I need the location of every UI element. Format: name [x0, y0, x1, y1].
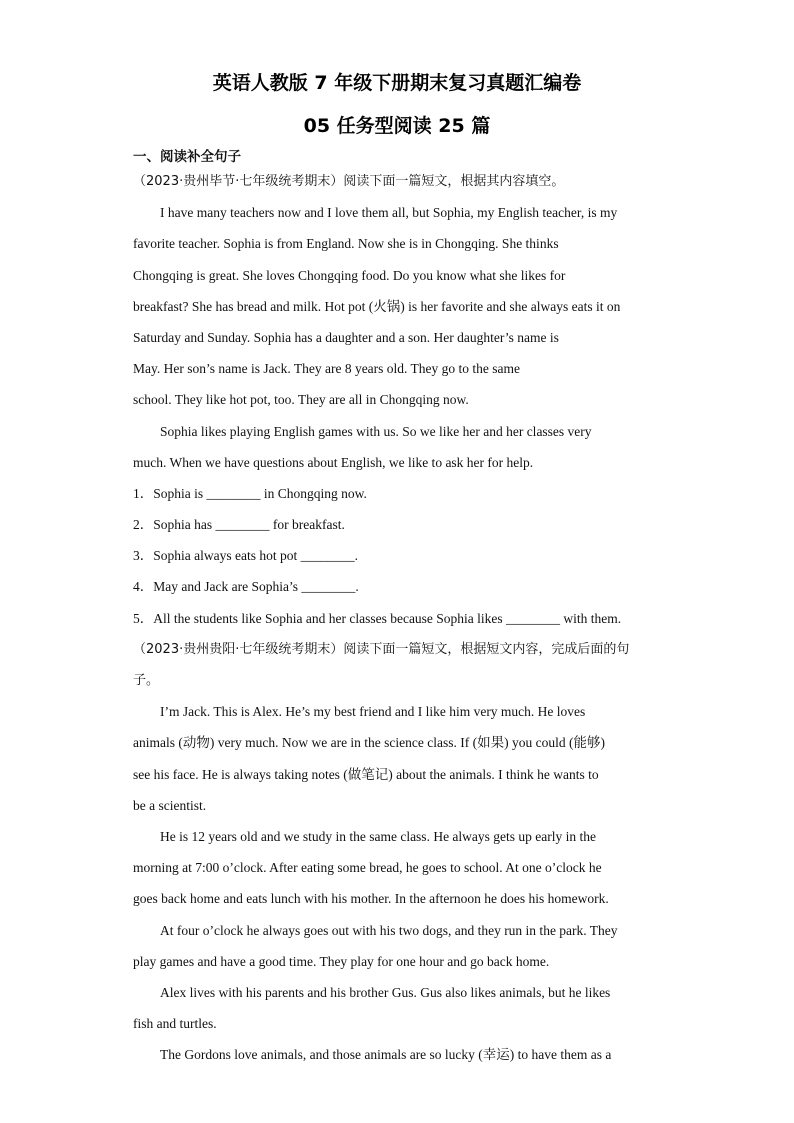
passage2-line: At four o’clock he always goes out with his two dogs, and they run in the park. They	[160, 922, 618, 938]
passage1-line: Saturday and Sunday. Sophia has a daughter and a son. Her daughter’s name is	[133, 329, 559, 345]
passage1-line: much. When we have questions about English, we like to ask her for help.	[133, 454, 534, 470]
passage2-line: see his face. He is always taking notes (做笔记) about the animals. I think he wants to	[133, 766, 599, 782]
question-item: 2．Sophia has ________ for breakfast.	[133, 517, 345, 533]
document-subtitle: 05 任务型阅读 25 篇	[303, 115, 491, 137]
passage1-line: I have many teachers now and I love them all, but Sophia, my English teacher, is my	[160, 205, 618, 221]
passage1-line: May. Her son’s name is Jack. They are 8 years old. They go to the same	[133, 361, 521, 377]
passage2-line: I’m Jack. This is Alex. He’s my best friend and I like him very much. He loves	[160, 704, 586, 720]
question-item: 5．All the students like Sophia and her classes because Sophia likes ________ with them.	[133, 610, 622, 626]
passage1-line: breakfast? She has bread and milk. Hot pot (火锅) is her favorite and she always eats it on	[133, 298, 621, 314]
passage1-source: （2023·贵州毕节·七年级统考期末）阅读下面一篇短文，根据其内容填空。	[133, 174, 565, 189]
passage2-line: The Gordons love animals, and those animals are so lucky (幸运) to have them as a	[160, 1047, 612, 1063]
passage2-line: be a scientist.	[133, 797, 207, 813]
passage2-line: animals (动物) very much. Now we are in the science class. If (如果) you could (能够)	[133, 735, 605, 751]
passage2-line: fish and turtles.	[133, 1016, 217, 1032]
passage2-line: morning at 7:00 o’clock. After eating some bread, he goes to school. At one o’clock he	[133, 860, 602, 876]
passage1-line: Sophia likes playing English games with us. So we like her and her classes very	[160, 423, 592, 439]
passage2-line: goes back home and eats lunch with his mother. In the afternoon he does his homework.	[133, 891, 609, 907]
document-body	[133, 166, 666, 1070]
document-title: 英语人教版 7 年级下册期末复习真题汇编卷	[212, 72, 582, 94]
passage2-line: Alex lives with his parents and his brother Gus. Gus also likes animals, but he likes	[160, 984, 611, 1000]
question-item: 1．Sophia is ________ in Chongqing now.	[133, 485, 367, 501]
passage1-line: school. They like hot pot, too. They are all in Chongqing now.	[133, 392, 469, 408]
question-item: 3．Sophia always eats hot pot ________.	[133, 548, 358, 564]
passage1-line: Chongqing is great. She loves Chongqing food. Do you know what she likes for	[133, 267, 566, 283]
passage2-line: play games and have a good time. They play for one hour and go back home.	[133, 953, 550, 969]
passage2-line: He is 12 years old and we study in the same class. He always gets up early in the	[160, 828, 597, 844]
passage1-line: favorite teacher. Sophia is from England. Now she is in Chongqing. She thinks	[133, 236, 559, 252]
question-item: 4．May and Jack are Sophia’s ________.	[133, 579, 359, 595]
section-heading: 一、阅读补全句子	[133, 149, 241, 165]
passage2-source-cont: 子。	[133, 673, 160, 688]
passage2-source: （2023·贵州贵阳·七年级统考期末）阅读下面一篇短文，根据短文内容，完成后面的句	[133, 641, 630, 657]
